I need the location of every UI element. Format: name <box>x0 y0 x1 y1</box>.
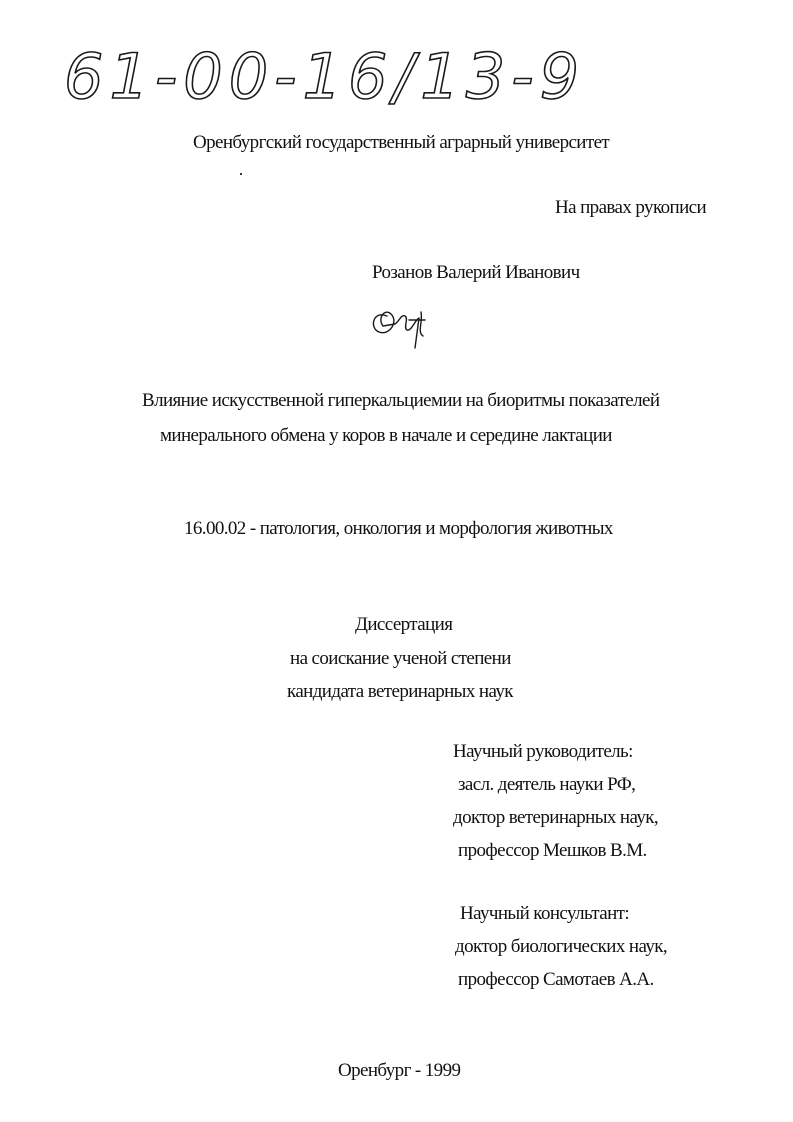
author-name: Розанов Валерий Иванович <box>372 262 580 283</box>
speck <box>240 173 242 175</box>
degree-line-1: на соискание ученой степени <box>290 648 511 669</box>
signature-graphic <box>365 302 435 354</box>
city-and-year: Оренбург - 1999 <box>338 1060 461 1081</box>
manuscript-rights-note: На правах рукописи <box>555 197 707 218</box>
supervisor-degree: доктор ветеринарных наук, <box>453 807 659 828</box>
supervisor-heading: Научный руководитель: <box>453 741 633 762</box>
author-signature <box>365 302 435 354</box>
specialty-code: 16.00.02 - патология, онкология и морфология животных <box>184 518 613 539</box>
dissertation-title-line-2: минерального обмена у коров в начале и середине лактации <box>160 425 612 446</box>
supervisor-name: профессор Мешков В.М. <box>458 840 647 861</box>
consultant-name: профессор Самотаев А.А. <box>458 969 654 990</box>
degree-line-2: кандидата ветеринарных наук <box>287 681 513 702</box>
archive-number-graphic <box>60 30 586 120</box>
dissertation-title-line-1: Влияние искусственной гиперкальциемии на биоритмы показателей <box>142 390 660 411</box>
archive-number-stamp <box>60 30 586 120</box>
university-name: Оренбургский государственный аграрный университет <box>193 132 610 153</box>
supervisor-title: засл. деятель науки РФ, <box>458 774 636 795</box>
dissertation-label: Диссертация <box>355 614 453 635</box>
consultant-degree: доктор биологических наук, <box>455 936 668 957</box>
consultant-heading: Научный консультант: <box>460 903 630 924</box>
archive-number-text: 61-00-16/13-9 <box>64 40 586 113</box>
